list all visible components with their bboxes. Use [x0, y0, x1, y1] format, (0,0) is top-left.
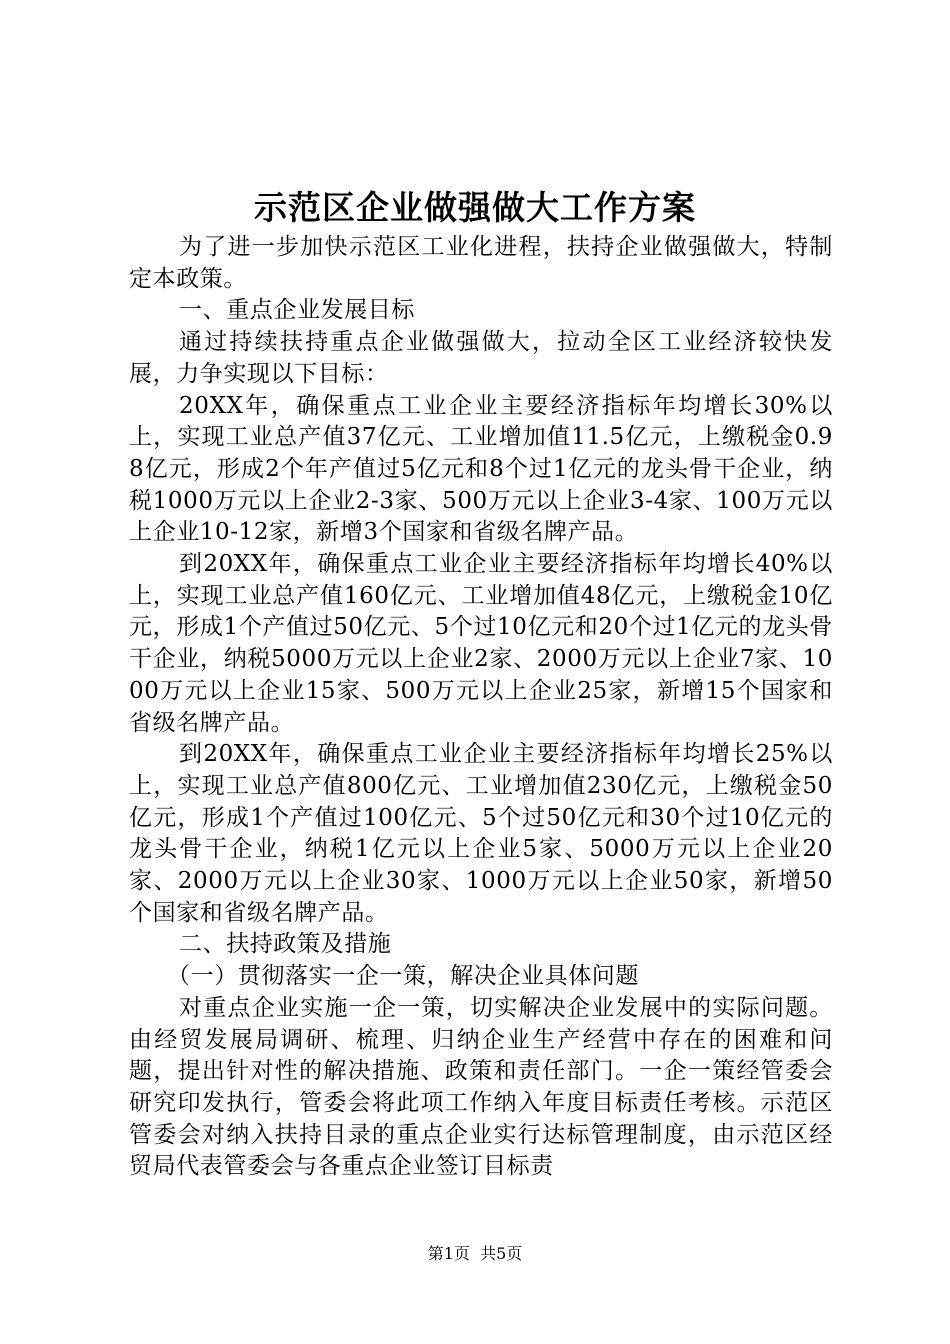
paragraph-goal-3: 到20XX年，确保重点工业企业主要经济指标年均增长25%以上，实现工业总产值800亿元、工业增加值230亿元，上缴税金50亿元，形成1个产值过100亿元、5个过50亿元和30个过10亿元的龙头骨干企业，纳税1亿元以上企业5家、5000万元以上企业20家、2000万元以上企业30家、1000万元以上企业50家，新增50个国家和省级名牌产品。	[129, 741, 833, 926]
page-number: 第1页	[427, 1244, 470, 1263]
page-footer	[0, 1243, 950, 1265]
paragraph-goals-lead: 通过持续扶持重点企业做强做大，拉动全区工业经济较快发展，力争实现以下目标：	[129, 329, 833, 387]
section-heading-policies: 二、扶持政策及措施	[179, 931, 392, 958]
document-body	[129, 232, 833, 1183]
page-total: 共5页	[480, 1244, 523, 1263]
paragraph-policy-1: 对重点企业实施一企一策，切实解决企业发展中的实际问题。由经贸发展局调研、梳理、归纳企业生产经营中存在的困难和问题，提出针对性的解决措施、政策和责任部门。一企一策经管委会研究印发执行，管委会将此项工作纳入年度目标责任考核。示范区管委会对纳入扶持目录的重点企业实行达标管理制度，由示范区经贸局代表管委会与各重点企业签订目标责	[129, 994, 833, 1180]
subsection-heading-1: （一）贯彻落实一企一策，解决企业具体问题	[167, 963, 639, 990]
section-heading-goals: 一、重点企业发展目标	[179, 297, 415, 324]
document-title: 示范区企业做强做大工作方案	[254, 188, 696, 227]
paragraph-intro: 为了进一步加快示范区工业化进程，扶持企业做强做大，特制定本政策。	[129, 234, 833, 292]
paragraph-goal-2: 到20XX年，确保重点工业企业主要经济指标年均增长40%以上，实现工业总产值160亿元、工业增加值48亿元，上缴税金10亿元，形成1个产值过50亿元、5个过10亿元和20个过1亿元的龙头骨干企业，纳税5000万元以上企业2家、2000万元以上企业7家、1000万元以上企业15家、500万元以上企业25家，新增15个国家和省级名牌产品。	[129, 551, 833, 736]
paragraph-goal-1: 20XX年，确保重点工业企业主要经济指标年均增长30%以上，实现工业总产值37亿元、工业增加值11.5亿元，上缴税金0.98亿元，形成2个年产值过5亿元和8个过1亿元的龙头骨干企业，纳税1000万元以上企业2-3家、500万元以上企业3-4家、100万元以上企业10-12家，新增3个国家和省级名牌产品。	[129, 392, 833, 546]
